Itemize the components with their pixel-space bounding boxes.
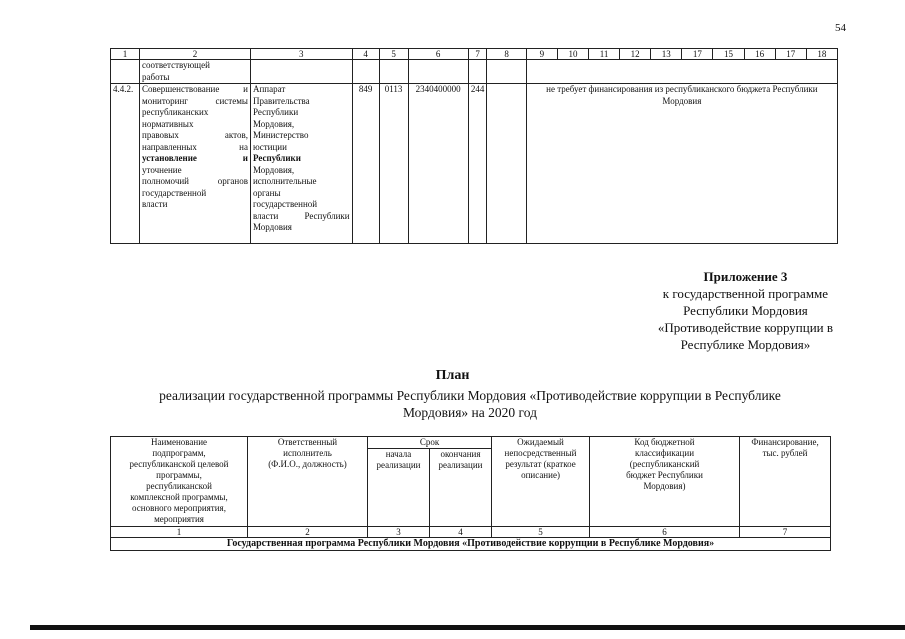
column-number: 2 [248,527,368,538]
executor-line: Мордовия [252,222,292,232]
measure-name-line: установление и [142,153,248,163]
appendix-line: Республике Мордовия» [680,337,811,352]
header-result [492,437,590,527]
plan-header-row [111,437,831,449]
column-header: 9 [526,49,557,60]
column-header: 2 [140,49,251,60]
header-line: мероприятия [154,514,204,524]
header-line: основного мероприятия, [132,503,226,513]
column-header: 3 [250,49,352,60]
header-line: Финансирование, [751,437,819,447]
header-line: подпрограмм, [152,448,206,458]
scan-edge-bar [30,625,905,630]
header-line: Ожидаемый [517,437,564,447]
column-header: 11 [589,49,620,60]
page-number: 54 [835,22,846,34]
financing-note [526,84,837,244]
plan-title: План [435,368,470,383]
row-number: 4.4.2. [111,84,140,244]
measure-name-line: нормативных [142,118,194,129]
column-header: 10 [557,49,588,60]
column-header: 8 [487,49,526,60]
executor-line: юстиции [252,141,287,152]
section-code: 0113 [379,84,408,244]
header-line: исполнитель [283,448,332,458]
column-header: 15 [713,49,744,60]
executor-line: Мордовия, [252,164,295,175]
continued-row [111,60,838,84]
table-row [111,84,838,244]
column-header: 18 [806,49,837,60]
executor-line: исполнительные [252,176,317,186]
header-term: Срок [368,437,492,449]
header-budget-code [590,437,740,527]
column-header: 17 [775,49,806,60]
header-line: реализации [376,460,421,470]
appendix-block [658,268,833,353]
header-executor [248,437,368,527]
header-line: (Ф.И.О., должность) [268,459,347,469]
executor-line: Правительства [252,95,310,106]
plan-subtitle-line: Мордовия» на 2020 год [403,405,537,420]
header-financing [740,437,831,527]
column-header: 16 [744,49,775,60]
column-header: 4 [352,49,379,60]
column-number: 1 [111,527,248,538]
header-line: (республиканский [629,459,700,469]
appendix-title: Приложение 3 [703,269,788,284]
column-header: 7 [468,49,487,60]
executor-line: власти Республики [252,210,350,221]
plan-table [110,436,831,551]
executor-cell [250,84,352,244]
column-header: 5 [379,49,408,60]
measure-name-line: республиканских [142,107,209,117]
measure-name-line: государственной [142,187,207,198]
top-table-header-row [111,49,838,60]
expense-type-code: 244 [468,84,487,244]
measure-name-line: власти [142,199,168,209]
appendix-line: «Противодействие коррупции в [657,320,833,335]
header-line: комплексной программы, [130,492,228,502]
executor-line: Мордовия, [252,118,295,129]
plan-subtitle [120,387,820,421]
measure-name-line: полномочий органов [142,176,248,186]
executor-line: Министерство [252,130,309,140]
top-budget-table [110,48,838,244]
header-line: тыс. рублей [762,448,808,458]
header-line: Наименование [150,437,208,447]
header-line: реализации [438,460,483,470]
grbs-code: 849 [352,84,379,244]
header-line: программы, [156,470,202,480]
column-header: 6 [408,49,468,60]
header-line: бюджет Республики [626,470,703,480]
measure-name-cell [140,84,251,244]
header-line: республиканской целевой [129,459,229,469]
column-number: 4 [430,527,492,538]
appendix-line: Республики Мордовия [683,303,808,318]
header-line: описание) [521,470,560,480]
executor-line: Аппарат [252,84,286,94]
column-number: 7 [740,527,831,538]
header-name [111,437,248,527]
header-start [368,449,430,527]
executor-line: органы [252,187,281,198]
appendix-line: к государственной программе [662,286,829,301]
header-end [430,449,492,527]
header-line: начала [385,449,412,459]
executor-line: государственной [252,199,318,209]
column-header: 12 [620,49,651,60]
executor-line: Республики [252,107,299,117]
measure-name-line: Совершенствование и [142,84,248,94]
column-header: 13 [651,49,682,60]
continued-line: работы [142,71,170,82]
header-line: Ответственный [277,437,338,447]
financing-note-line: Мордовия [662,95,702,106]
plan-subtitle-line: реализации государственной программы Республики Мордовия «Противодействие коррупции в Республике [159,388,781,403]
header-line: окончания [440,449,481,459]
header-line: республиканской [146,481,212,491]
column-header: 1 [111,49,140,60]
column-header: 17 [682,49,713,60]
program-title: Государственная программа Республики Мордовия «Противодействие коррупции в Республике Мордовия» [111,538,831,551]
executor-line: Республики [252,153,301,163]
column-number-row [111,527,831,538]
header-line: результат (краткое [505,459,576,469]
measure-name-line: направленных на [142,141,248,152]
financing-note-line: не требует финансирования из республиканского бюджета Республики [546,84,818,94]
header-line: Код бюджетной [634,437,695,447]
column-number: 5 [492,527,590,538]
header-line: Мордовия) [643,481,686,491]
column-number: 6 [590,527,740,538]
continued-text [140,60,251,84]
column-number: 3 [368,527,430,538]
continued-line: соответствующей [142,60,210,70]
measure-name-line: правовых актов, [142,130,248,140]
target-article-code: 2340400000 [408,84,468,244]
measure-name-line: уточнение [142,164,182,175]
measure-name-line: мониторинг системы [142,95,248,106]
header-line: классификации [635,448,695,458]
header-line: непосредственный [504,448,577,458]
program-row [111,538,831,551]
